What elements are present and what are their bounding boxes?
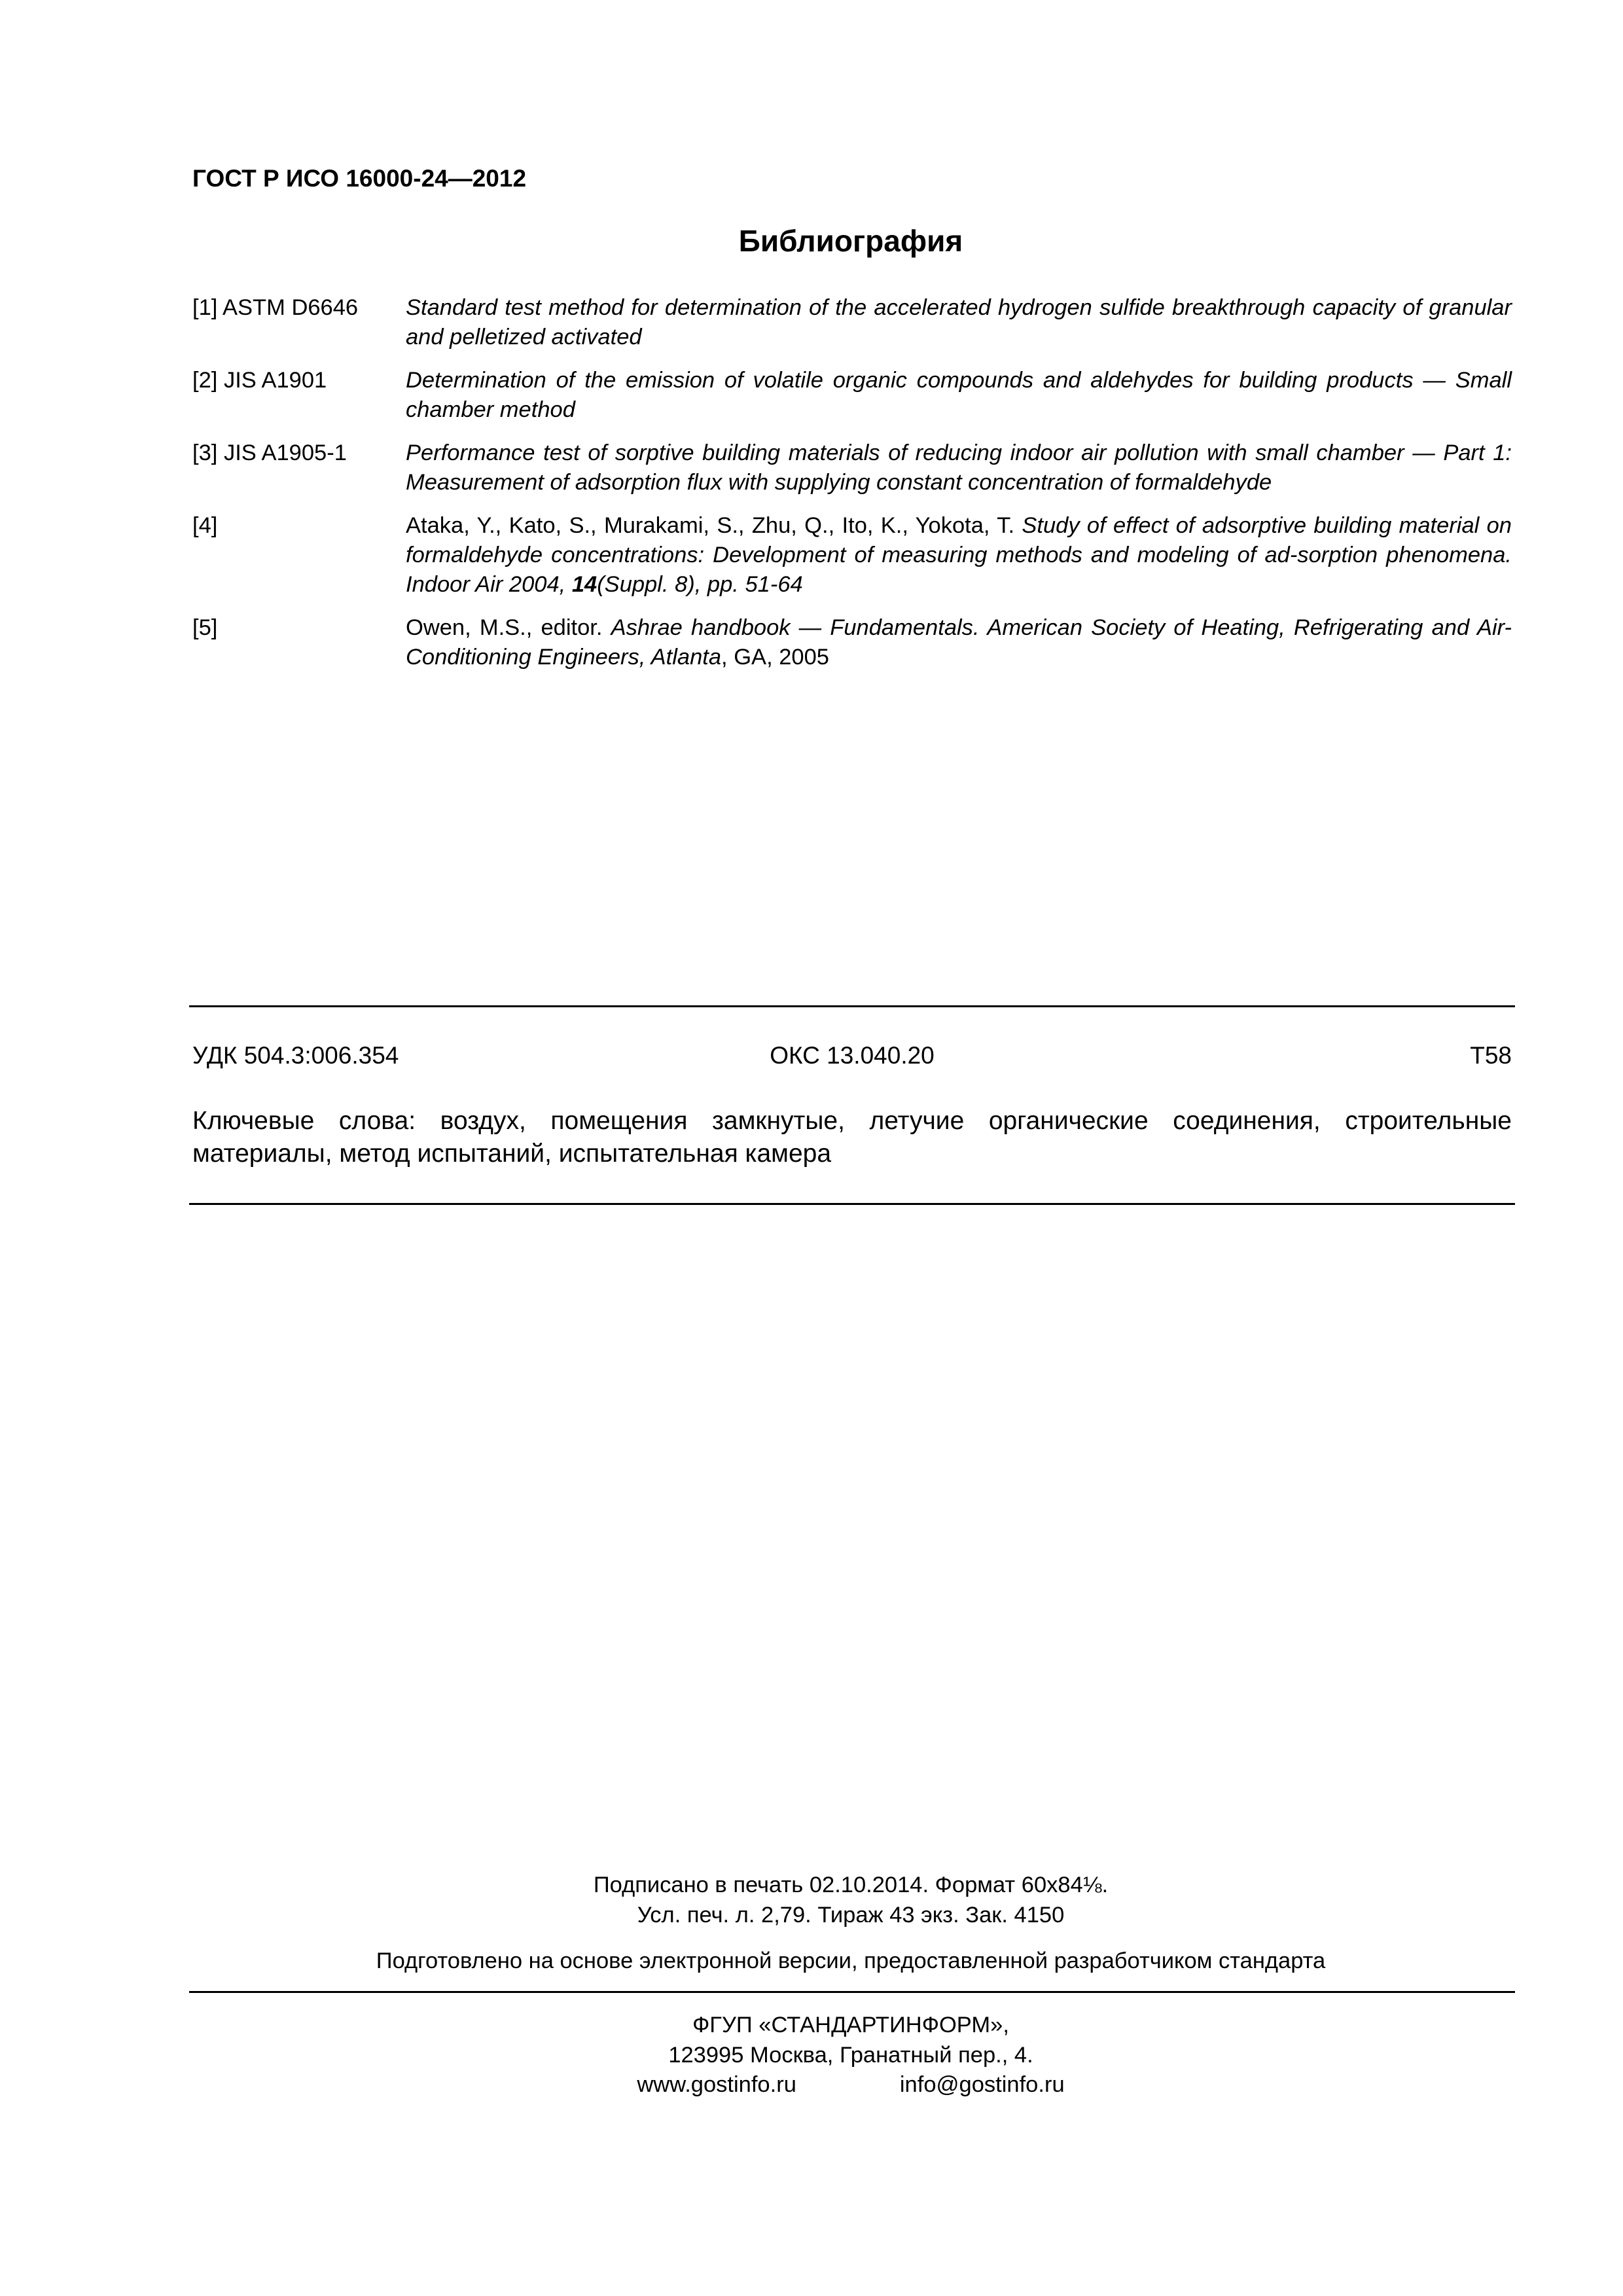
keywords: Ключевые слова: воздух, помещения замкнутые, летучие органические соединения, строительные материалы, метод испытаний, испытательная камера: [192, 1107, 1512, 1168]
bibliography-entry-part: Determination of the emission of volatile organic compounds and aldehydes for building products — Small chamber method: [406, 368, 1512, 422]
bibliography-list: [192, 293, 1512, 686]
bibliography-entry-number: [3] JIS A1905-1: [192, 440, 347, 465]
bibliography-entry-part: Performance test of sorptive building materials of reducing indoor air pollution with small chamber — Part 1: Measurement of adsorption flux with supplying constant concentration of formaldehyde: [406, 440, 1512, 495]
divider-line: [189, 1991, 1515, 1993]
bibliography-entry-part: (Suppl. 8), pp. 51-64: [597, 572, 803, 597]
bibliography-entry-text: [406, 511, 1512, 600]
publisher-address: 123995 Москва, Гранатный пер., 4.: [668, 2043, 1033, 2068]
imprint-print-details: Усл. печ. л. 2,79. Тираж 43 экз. Зак. 4150: [637, 1903, 1065, 1928]
bibliography-entry-text: [406, 366, 1512, 425]
bibliography-entry-part: Standard test method for determination of the accelerated hydrogen sulfide breakthrough capacity of granular and pelletized activated: [406, 295, 1512, 350]
website-link[interactable]: www.gostinfo.ru: [637, 2072, 796, 2097]
bibliography-entry-part: Owen, M.S., editor.: [406, 615, 611, 640]
bibliography-entry: [192, 293, 1512, 352]
imprint-source-note: Подготовлено на основе электронной версии, предоставленной разработчиком стандарта: [376, 1948, 1326, 1973]
bibliography-entry-number: [5]: [192, 615, 218, 640]
classification-row: [192, 1041, 1512, 1071]
publisher-name: ФГУП «СТАНДАРТИНФОРМ»,: [692, 2013, 1009, 2037]
bibliography-title: Библиография: [738, 224, 963, 258]
bibliography-entry-number: [4]: [192, 513, 218, 538]
bibliography-entry-text: [406, 293, 1512, 352]
divider-line: [189, 1203, 1515, 1205]
group-code: Т58: [1470, 1042, 1512, 1069]
divider-line: [189, 1005, 1515, 1007]
publisher-contacts: [0, 2070, 1623, 2100]
bibliography-entry-part: Ataka, Y., Kato, S., Murakami, S., Zhu, Q., Ito, K., Yokota, T.: [406, 513, 1022, 538]
bibliography-entry: [192, 439, 1512, 497]
bibliography-entry-number: [2] JIS A1901: [192, 368, 327, 393]
email-link[interactable]: info@gostinfo.ru: [899, 2072, 1065, 2097]
bibliography-entry-part: Study of effect of adsorptive building material on formaldehyde concentrations: Development of measuring methods and modeling of ad-sorption phenomena. Indoor Air 2004,: [406, 513, 1512, 597]
document-code: ГОСТ Р ИСО 16000-24—2012: [192, 165, 527, 192]
bibliography-entry-text: [406, 613, 1512, 672]
bibliography-entry-part: 14: [571, 572, 597, 597]
udk-code: УДК 504.3:006.354: [192, 1042, 399, 1069]
bibliography-entry: [192, 511, 1512, 600]
bibliography-entry-part: , GA, 2005: [721, 645, 829, 670]
oks-code: ОКС 13.040.20: [770, 1042, 935, 1069]
bibliography-entry-text: [406, 439, 1512, 497]
bibliography-entry-part: Ashrae handbook — Fundamentals. American Society of Heating, Refrigerating and Air-Conditioning Engineers, Atlanta: [406, 615, 1512, 670]
bibliography-entry: [192, 613, 1512, 672]
bibliography-entry: [192, 366, 1512, 425]
bibliography-entry-number: [1] ASTM D6646: [192, 295, 359, 320]
imprint-print-info: Подписано в печать 02.10.2014. Формат 60x84⅛.: [593, 1873, 1109, 1897]
